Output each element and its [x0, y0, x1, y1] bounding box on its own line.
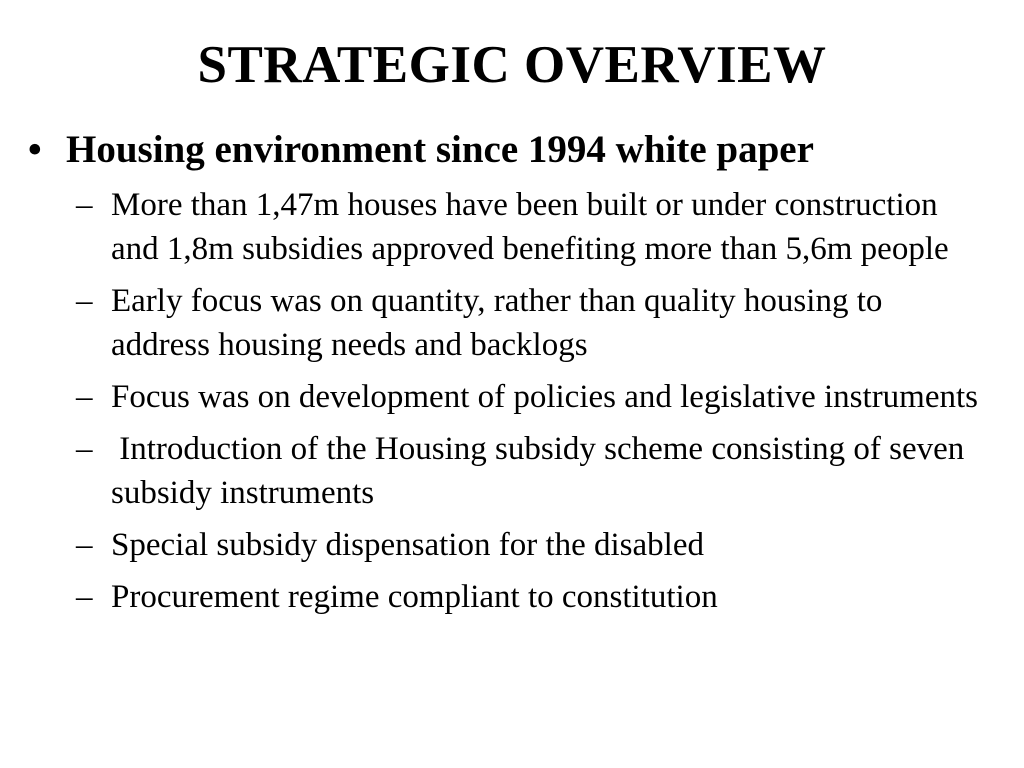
dash-marker: – [76, 579, 93, 615]
sub-bullet-item [76, 375, 986, 419]
sub-bullet-list [76, 183, 986, 627]
sub-bullet-item [76, 279, 986, 367]
sub-bullet-text: Focus was on development of policies and legislative instruments [111, 379, 979, 415]
dash-marker: – [76, 527, 93, 563]
sub-bullet-item [76, 575, 986, 619]
dash-marker: – [76, 379, 93, 415]
bullet-marker: • [28, 128, 42, 171]
dash-marker: – [76, 431, 93, 467]
slide-title: STRATEGIC OVERVIEW [197, 36, 827, 94]
sub-bullet-text: More than 1,47m houses have been built or under construction and 1,8m subsidies approved benefiting more than 5,6m people [111, 187, 949, 267]
sub-bullet-text: Early focus was on quantity, rather than quality housing to address housing needs and backlogs [111, 283, 883, 363]
sub-bullet-item [76, 427, 986, 515]
dash-marker: – [76, 283, 93, 319]
dash-marker: – [76, 187, 93, 223]
sub-bullet-text: Procurement regime compliant to constitution [111, 579, 718, 615]
main-bullet [28, 127, 814, 173]
sub-bullet-item [76, 183, 986, 271]
main-bullet-text: Housing environment since 1994 white paper [66, 128, 814, 171]
sub-bullet-text: Special subsidy dispensation for the disabled [111, 527, 704, 563]
sub-bullet-item [76, 523, 986, 567]
sub-bullet-text: Introduction of the Housing subsidy scheme consisting of seven subsidy instruments [111, 431, 973, 511]
